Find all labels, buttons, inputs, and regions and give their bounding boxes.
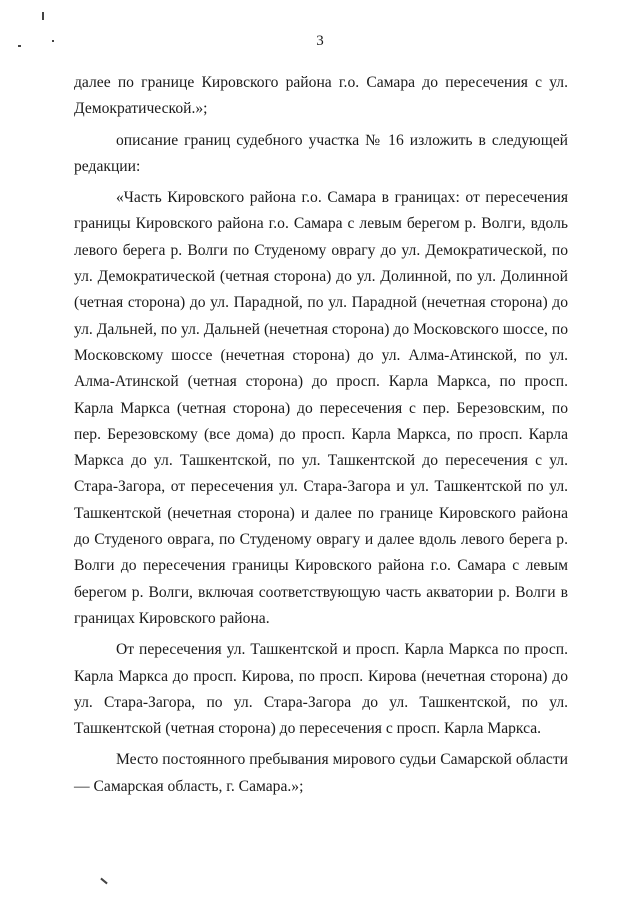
scan-speck <box>42 12 44 20</box>
paragraph-2: описание границ судебного участка № 16 изложить в следующей редакции: <box>74 131 568 175</box>
scan-speck <box>100 878 107 885</box>
page-number: 3 <box>316 33 324 49</box>
paragraph-3: «Часть Кировского района г.о. Самара в границах: от пересечения границы Кировского района г.о. Самара с левым берегом р. Волги, вдоль левого берега р. Волги по Студеному оврагу до ул. Демократической, по ул. Демократической (четная сторона) до ул. Долинной, по ул. Долинной (четная сторона) до ул. Парадной, по ул. Парадной (нечетная сторона) до ул. Дальней, по ул. Дальней (нечетная сторона) до Московского шоссе, по Московскому шоссе (нечетная сторона) до ул. Алма-Атинской, по ул. Алма-Атинской (четная сторона) до просп. Карла Маркса, по просп. Карла Маркса (четная сторона) до пересечения с пер. Березовским, по пер. Березовскому (все дома) до просп. Карла Маркса, по просп. Карла Маркса до ул. Ташкентской, по ул. Ташкентской до пересечения с ул. Стара-Загора, от пересечения ул. Стара-Загора и ул. Ташкентской по ул. Ташкентской (нечетная сторона) и далее по границе Кировского района до Студеного оврага, по Студеному оврагу и далее вдоль левого берега р. Волги до пересечения границы Кировского района г.о. Самара с левым берегом р. Волги, включая соответствующую часть акватории р. Волги в границах Кировского района. <box>74 189 568 627</box>
paragraph-1: далее по границе Кировского района г.о. Самара до пересечения с ул. Демократической.»; <box>74 74 568 118</box>
paragraph-4: От пересечения ул. Ташкентской и просп. Карла Маркса по просп. Карла Маркса до просп. Кирова, по просп. Кирова (нечетная сторона) до ул. Стара-Загора, по ул. Стара-Загора до ул. Ташкентской, по ул. Ташкентской (четная сторона) до пересечения с просп. Карла Маркса. <box>74 641 568 738</box>
scan-speck <box>52 40 54 42</box>
paragraph-5: Место постоянного пребывания мирового судьи Самарской области — Самарская область, г. Самара.»; <box>74 751 568 795</box>
document-body <box>74 70 568 800</box>
scan-speck <box>18 45 21 47</box>
